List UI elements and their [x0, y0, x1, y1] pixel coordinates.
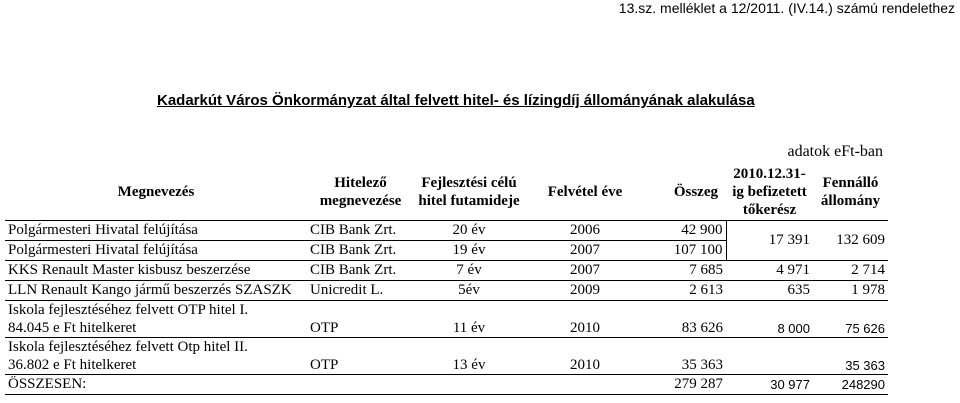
row-name: Polgármesteri Hivatal felújítása [5, 221, 307, 241]
col-header-purpose: Fejlesztési célú hitel futamideje [418, 175, 520, 209]
row-amount: 83 626 [681, 319, 723, 336]
total-amount: 279 287 [646, 375, 726, 395]
row-name-line2: 84.045 e Ft hitelkeret [8, 319, 137, 336]
row-lender: OTP [310, 319, 339, 336]
row-name: Iskola fejlesztéséhez felvett OTP hitel I. [5, 301, 888, 320]
col-header-amount: Összeg [673, 184, 718, 200]
merged-remaining: 132 609 [813, 221, 888, 261]
table-header-row [5, 164, 888, 221]
loan-table [5, 164, 888, 395]
table-row [5, 221, 888, 241]
row-year: 2010 [570, 319, 600, 336]
table-row [5, 301, 888, 320]
row-amount: 42 900 [646, 221, 726, 241]
row-repaid [726, 356, 813, 375]
row-term: 20 év [414, 221, 524, 241]
row-term: 13 év [452, 356, 486, 373]
row-year: 2007 [524, 261, 646, 281]
row-lender: CIB Bank Zrt. [307, 221, 414, 241]
row-repaid: 635 [726, 281, 813, 301]
row-term: 11 év [452, 319, 486, 336]
total-repaid: 30 977 [726, 375, 813, 395]
row-year: 2010 [570, 356, 600, 373]
col-header-name: Megnevezés [117, 184, 195, 200]
row-repaid: 4 971 [726, 261, 813, 281]
unit-note: adatok eFt-ban [787, 143, 883, 160]
row-repaid: 8 000 [777, 320, 810, 336]
row-lender: OTP [310, 356, 339, 373]
row-year: 2007 [524, 241, 646, 261]
page-title: Kadarkút Város Önkormányzat által felvett hitel- és lízingdíj állományának alakulása [157, 92, 755, 109]
row-remaining: 35 363 [845, 357, 885, 373]
annex-reference: 13.sz. melléklet a 12/2011. (IV.14.) számú rendelethez [618, 0, 955, 16]
row-name: Iskola fejlesztéséhez felvett Otp hitel II. [5, 338, 888, 357]
row-lender: Unicredit L. [307, 281, 414, 301]
row-lender: CIB Bank Zrt. [307, 241, 414, 261]
row-term: 5év [414, 281, 524, 301]
col-header-lender: Hitelező megnevezése [319, 175, 402, 209]
row-year: 2006 [524, 221, 646, 241]
row-name-line2: 36.802 e Ft hitelkeret [8, 356, 137, 373]
table-row-continuation [5, 356, 888, 375]
col-header-remaining: Fennálló állomány [820, 175, 881, 209]
row-amount: 107 100 [646, 241, 726, 261]
merged-repaid: 17 391 [726, 221, 813, 261]
row-remaining: 75 626 [845, 320, 885, 336]
row-name: LLN Renault Kango jármű beszerzés SZASZK [5, 281, 307, 301]
row-term: 7 év [414, 261, 524, 281]
row-lender: CIB Bank Zrt. [307, 261, 414, 281]
total-label: ÖSSZESEN: [5, 375, 646, 395]
row-amount: 35 363 [681, 356, 723, 373]
total-remaining: 248290 [813, 375, 888, 395]
row-amount: 7 685 [646, 261, 726, 281]
table-row-continuation [5, 319, 888, 338]
col-header-year: Felvétel éve [547, 184, 623, 200]
row-year: 2009 [524, 281, 646, 301]
row-name: Polgármesteri Hivatal felújítása [5, 241, 307, 261]
row-name: KKS Renault Master kisbusz beszerzése [5, 261, 307, 281]
total-row [5, 375, 888, 395]
table-row [5, 281, 888, 301]
col-header-repaid: 2010.12.31-ig befizetett tőkerész [732, 166, 807, 218]
table-row [5, 261, 888, 281]
row-remaining: 2 714 [813, 261, 888, 281]
row-term: 19 év [414, 241, 524, 261]
table-row [5, 338, 888, 357]
row-remaining: 1 978 [813, 281, 888, 301]
row-amount: 2 613 [646, 281, 726, 301]
